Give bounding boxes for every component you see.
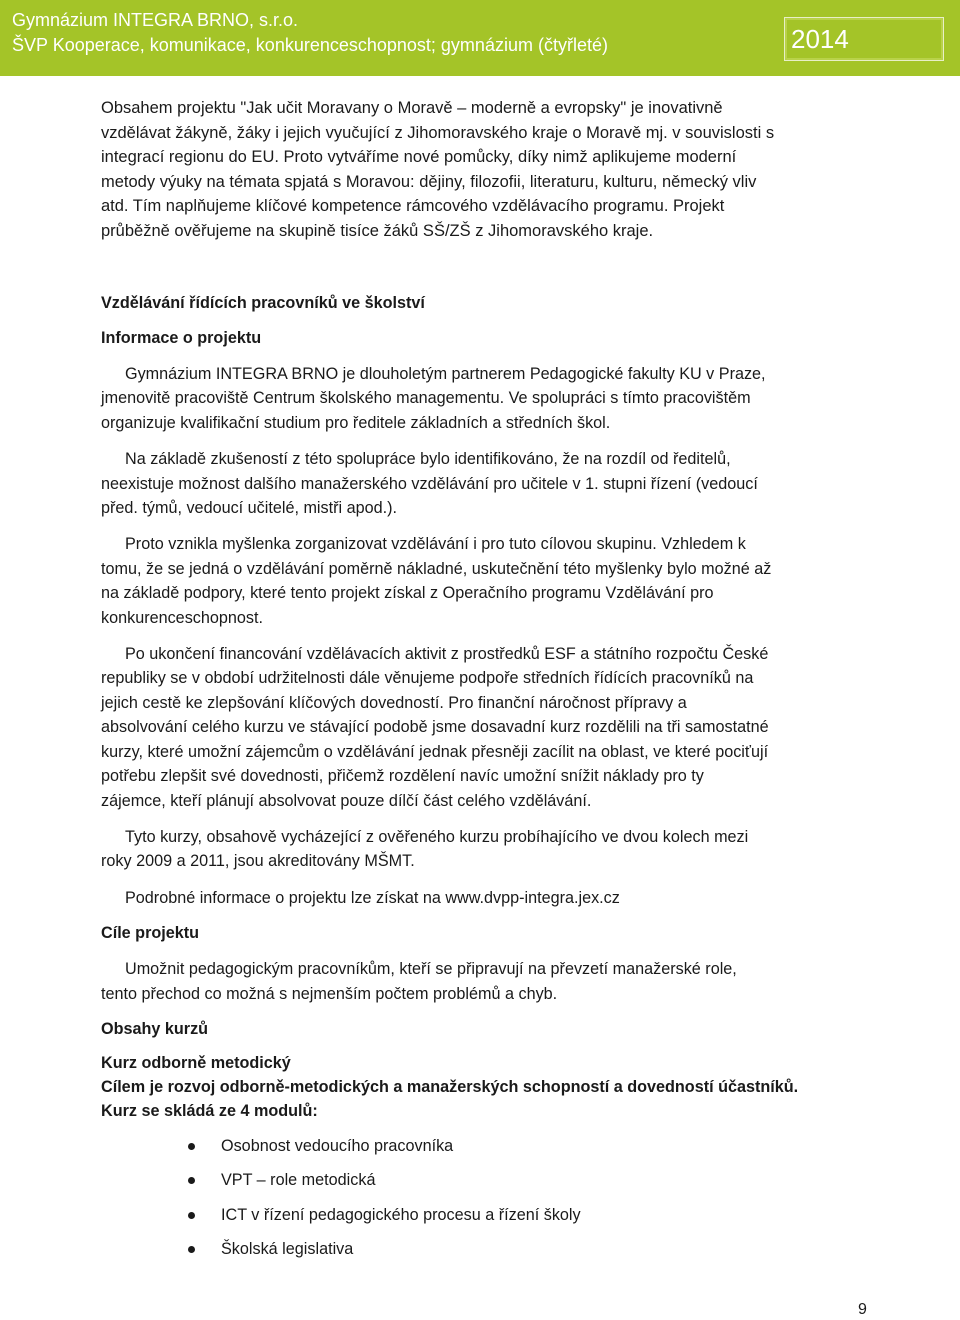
text-line: před. týmů, vedoucí učitelé, mistři apod.). xyxy=(101,499,397,518)
text-line: organizuje kvalifikační studium pro ředitele základních a středních škol. xyxy=(101,413,611,432)
paragraph-experience xyxy=(101,447,871,520)
intro-line: metody výuky na témata spjatá s Moravou: dějiny, filozofii, literaturu, kulturu, německý vliv xyxy=(101,172,757,191)
text-line: absolvování celého kurzu ve stávající podobě jsme dosavadní kurz rozdělili na tři samostatné xyxy=(101,718,769,737)
module-list xyxy=(101,1134,871,1272)
intro-line: integrací regionu do EU. Proto vytváříme nové pomůcky, díky nimž aplikujeme moderní xyxy=(101,148,737,166)
text-line: neexistuje možnost dalšího manažerského vzdělávání pro učitele v 1. stupni řízení (vedoucí xyxy=(101,474,758,493)
text-line: zájemce, kteří plánují absolvovat pouze dílčí část celého vzdělávání. xyxy=(101,791,592,810)
paragraph-goals xyxy=(101,957,871,1006)
paragraph-idea xyxy=(101,532,871,630)
intro-line: průběžně ověřujeme na skupině tisíce žáků SŠ/ZŠ z Jihomoravského kraje. xyxy=(101,221,654,240)
section-title: Vzdělávání řídících pracovníků ve školství xyxy=(101,294,425,312)
text-line: roky 2009 a 2011, jsou akreditovány MŠMT. xyxy=(101,852,415,871)
intro-line: atd. Tím naplňujeme klíčové kompetence rámcového vzdělávacího programu. Projekt xyxy=(101,197,725,215)
list-item xyxy=(101,1134,871,1169)
text-line: na základě podpory, které tento projekt získal z Operačního programu Vzdělávání pro xyxy=(101,584,714,603)
text-line: Proto vznikla myšlenka zorganizovat vzdělávání i pro tuto cílovou skupinu. Vzhledem k xyxy=(125,535,746,554)
list-item xyxy=(101,1237,871,1272)
header-year: 2014 xyxy=(791,24,849,54)
bullet-icon xyxy=(188,1143,195,1150)
paragraph-accreditation xyxy=(101,825,871,874)
text-line: konkurenceschopnost. xyxy=(101,608,263,627)
info-heading: Informace o projektu xyxy=(101,329,262,347)
page-number: 9 xyxy=(858,1301,867,1318)
goals-heading: Cíle projektu xyxy=(101,924,200,943)
course-goal: Cílem je rozvoj odborně-metodických a manažerských schopností a dovedností účastníků. xyxy=(101,1077,799,1096)
text-line: kurzy, které umožní zájemcům o vzdělávání jednak přesněji zacílit na oblast, ve které pociťují xyxy=(101,742,769,761)
list-item xyxy=(101,1168,871,1203)
text-line: Po ukončení financování vzdělávacích aktivit z prostředků ESF a státního rozpočtu České xyxy=(125,645,769,664)
year-box xyxy=(784,17,944,61)
intro-line: vzdělávat žákyně, žáky i jejich vyučující z Jihomoravského kraje o Moravě mj. v souvislosti s xyxy=(101,123,775,142)
modules-intro: Kurz se skládá ze 4 modulů: xyxy=(101,1101,318,1120)
text-line: Tyto kurzy, obsahově vycházející z ověřeného kurzu probíhajícího ve dvou kolech mezi xyxy=(125,827,749,846)
text-line: potřebu zlepšit své dovednosti, přičemž rozdělení navíc umožní snížit náklady pro ty xyxy=(101,767,704,786)
module-label: VPT – role metodická xyxy=(221,1171,376,1190)
header-text xyxy=(12,8,608,58)
paragraph-funding xyxy=(101,642,871,813)
text-line: jejich cestě ke zlepšování klíčových dovedností. Pro finanční náročnost přípravy a xyxy=(101,693,687,712)
text-line: Na základě zkušeností z této spolupráce bylo identifikováno, že na rozdíl od ředitelů, xyxy=(125,450,731,469)
bullet-icon xyxy=(188,1246,195,1253)
bullet-icon xyxy=(188,1177,195,1184)
list-item xyxy=(101,1203,871,1238)
module-label: ICT v řízení pedagogického procesu a řízení školy xyxy=(221,1205,581,1224)
course-title: Kurz odborně metodický xyxy=(101,1053,291,1072)
more-info-text: Podrobné informace o projektu lze získat na www.dvpp-integra.jex.cz xyxy=(125,888,620,907)
document-body xyxy=(101,96,871,1272)
text-line: Gymnázium INTEGRA BRNO je dlouholetým partnerem Pedagogické fakulty KU v Praze, xyxy=(125,365,766,383)
paragraph-more-info xyxy=(101,886,871,910)
intro-line: Obsahem projektu "Jak učit Moravany o Moravě – moderně a evropsky" je inovativně xyxy=(101,99,723,117)
text-line: republiky se v období udržitelnosti dále věnujeme podpoře středních řídících pracovníků na xyxy=(101,669,754,688)
contents-heading: Obsahy kurzů xyxy=(101,1019,209,1038)
paragraph-partnership xyxy=(101,362,871,435)
intro-paragraph xyxy=(77,96,871,243)
bullet-icon xyxy=(188,1212,195,1219)
text-line: tento přechod co možná s nejmenším počtem problémů a chyb. xyxy=(101,984,558,1003)
page-header xyxy=(0,0,960,76)
program-name: ŠVP Kooperace, komunikace, konkurenceschopnost; gymnázium (čtyřleté) xyxy=(12,35,608,55)
module-label: Školská legislativa xyxy=(221,1240,354,1259)
module-label: Osobnost vedoucího pracovníka xyxy=(221,1136,454,1155)
school-name: Gymnázium INTEGRA BRNO, s.r.o. xyxy=(12,10,299,30)
text-line: jmenovitě pracoviště Centrum školského managementu. Ve spolupráci s tímto pracovištěm xyxy=(101,389,751,408)
text-line: Umožnit pedagogickým pracovníkům, kteří se připravují na převzetí manažerské role, xyxy=(125,960,737,979)
text-line: tomu, že se jedná o vzdělávání poměrně nákladné, uskutečnění této myšlenky bylo možné až xyxy=(101,559,772,578)
